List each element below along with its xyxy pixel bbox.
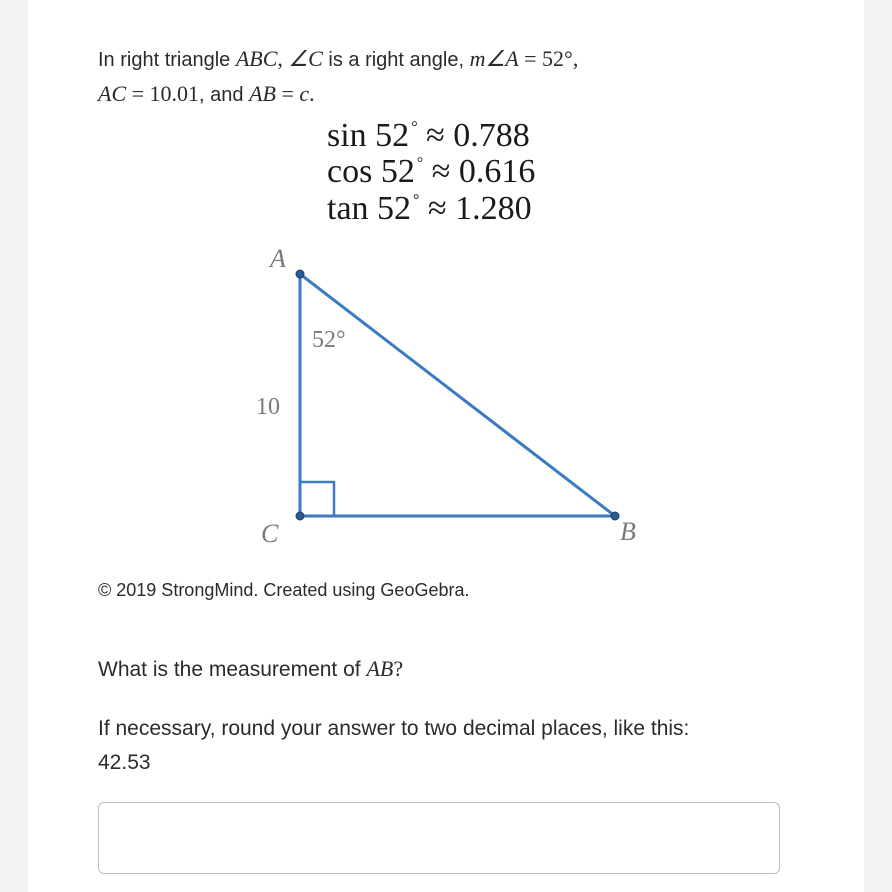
vertex-c-label: C	[261, 519, 279, 548]
instruction-text: If necessary, round your answer to two decimal places, like this: 42.53	[98, 712, 798, 780]
credit-text: © 2019 StrongMind. Created using GeoGebra.	[98, 580, 470, 600]
side-ac-label: 10	[256, 394, 280, 420]
angle-a-label: 52°	[312, 327, 346, 353]
problem-statement-line-2: AC = 10.01, and AB = c.	[98, 81, 315, 106]
point-b	[611, 512, 619, 520]
vertex-a-label: A	[270, 244, 286, 273]
triangle-abc	[300, 274, 615, 516]
trig-sin-value: sin 52 ° ≈ 0.788	[327, 117, 530, 154]
point-a	[296, 270, 304, 278]
point-c	[296, 512, 304, 520]
trig-cos-value: cos 52 ° ≈ 0.616	[327, 153, 536, 190]
problem-statement-line-1: In right triangle ABC, ∠C is a right angle, m∠A = 52°,	[98, 46, 579, 71]
vertex-b-label: B	[620, 517, 636, 546]
example-answer: 42.53	[98, 751, 151, 774]
trig-tan-value: tan 52 ° ≈ 1.280	[327, 190, 532, 227]
question-text: What is the measurement of AB?	[98, 656, 404, 681]
triangle-figure	[240, 236, 660, 556]
answer-input[interactable]	[98, 802, 780, 874]
right-angle-marker	[300, 482, 334, 516]
